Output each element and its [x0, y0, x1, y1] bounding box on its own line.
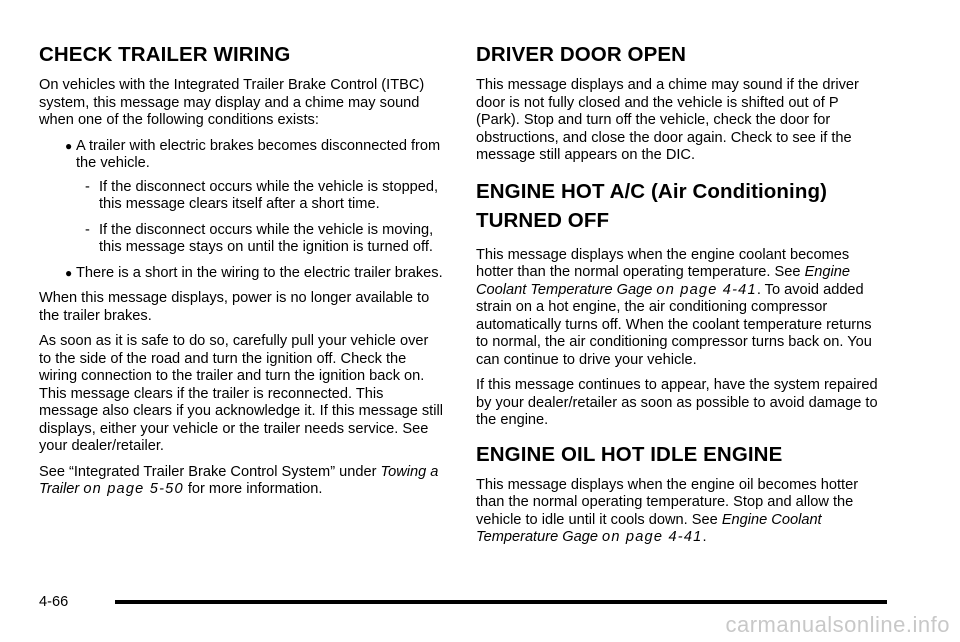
bullet-dot-icon: ● — [65, 138, 73, 153]
sub-text: If the disconnect occurs while the vehicle is moving, this message stays on until the ignition is turned off. — [99, 221, 434, 255]
heading-driver-door-open: DRIVER DOOR OPEN — [476, 43, 687, 66]
paragraph-driver-door: This message displays and a chime may sound if the driver door is not fully closed and the vehicle is shifted out of P (Park). Stop and turn off the vehicle, check the door for obstructions, and close the door again. Check to see if the message still appears on the DIC. — [476, 77, 859, 163]
right-column — [476, 36, 886, 555]
paragraph-safe-stop: As soon as it is safe to do so, carefully pull your vehicle over to the side of the road and turn the ignition off. Check the wiring connection to the trailer and turn the ignition back on. This message clears if the trailer is reconnected. This message also clears if you acknowledge it. If this message still displays, either your vehicle or the trailer needs service. See your dealer/retailer. — [39, 333, 443, 454]
reference-title: Towing a Trailer — [39, 463, 439, 497]
page-number: 4-66 — [39, 594, 69, 610]
watermark: carmanualsonline.info — [725, 612, 950, 637]
bullet-text: There is a short in the wiring to the electric trailer brakes. — [76, 264, 443, 281]
heading-check-trailer-wiring: CHECK TRAILER WIRING — [39, 43, 291, 66]
footer-rule — [115, 600, 887, 604]
bullet-dot-icon: ● — [65, 265, 73, 280]
bullet-text: A trailer with electric brakes becomes disconnected from the vehicle. — [76, 137, 441, 171]
text-segment: See “Integrated Trailer Brake Control System” under — [39, 463, 377, 480]
paragraph-continues: If this message continues to appear, have the system repaired by your dealer/retailer as soon as possible to avoid damage to the engine. — [476, 377, 878, 428]
left-column — [39, 36, 444, 507]
reference-page: on page 5-50 — [83, 481, 184, 497]
dash-icon: - — [85, 178, 90, 195]
heading-line: TURNED OFF — [476, 208, 610, 232]
bullet-item — [39, 138, 444, 173]
intro-paragraph: On vehicles with the Integrated Trailer Brake Control (ITBC) system, this message may display and a chime may sound when one of the following conditions exists: — [39, 77, 425, 128]
paragraph-power: When this message displays, power is no longer available to the trailer brakes. — [39, 290, 430, 324]
sub-item — [39, 222, 444, 257]
text-segment: This message displays when the engine coolant becomes hotter than the normal operating temperature. See — [476, 246, 850, 280]
dash-icon: - — [85, 221, 90, 238]
paragraph-see-itbc — [39, 464, 444, 499]
heading-engine-hot-ac — [476, 177, 886, 235]
paragraph-engine-oil: This message displays when the engine oil becomes hotter than the normal operating temperature. Stop and allow the vehicle to idle until it cools down. See Engine Coolant Temperature Gage on page 4-41. — [476, 476, 859, 545]
reference-page: on page 4-41 — [656, 281, 757, 298]
bullet-item — [39, 265, 444, 283]
reference-title: Engine Coolant Temperature Gage — [476, 264, 851, 298]
sub-item — [39, 179, 444, 214]
reference-page: on page 4-41 — [602, 529, 703, 545]
text-segment: This message displays when the engine oil becomes hotter than the normal operating temperature. Stop and allow the vehicle to idle until it cools down. See — [476, 476, 859, 528]
sub-text: If the disconnect occurs while the vehicle is stopped, this message clears itself after a short time. — [99, 178, 439, 212]
text-segment: for more information. — [187, 481, 323, 497]
heading-engine-oil-hot: ENGINE OIL HOT IDLE ENGINE — [476, 442, 783, 466]
reference-title: Engine Coolant Temperature Gage — [476, 511, 822, 545]
text-segment: To avoid added strain on a hot engine, the air conditioning compressor automatically turns off. When the coolant temperature returns to normal, the air conditioning compressor turns back on. You can continue to drive your vehicle. — [476, 281, 872, 368]
paragraph-engine-coolant: This message displays when the engine coolant becomes hotter than the normal operating temperature. See Engine Coolant Temperature Gage on page 4-41. To avoid added strain on a hot engine, the air conditioning compressor automatically turns off. When the coolant temperature returns to normal, the air conditioning compressor turns back on. You can continue to drive your vehicle. — [476, 246, 872, 368]
heading-line: ENGINE HOT A/C (Air Conditioning) — [476, 179, 827, 203]
